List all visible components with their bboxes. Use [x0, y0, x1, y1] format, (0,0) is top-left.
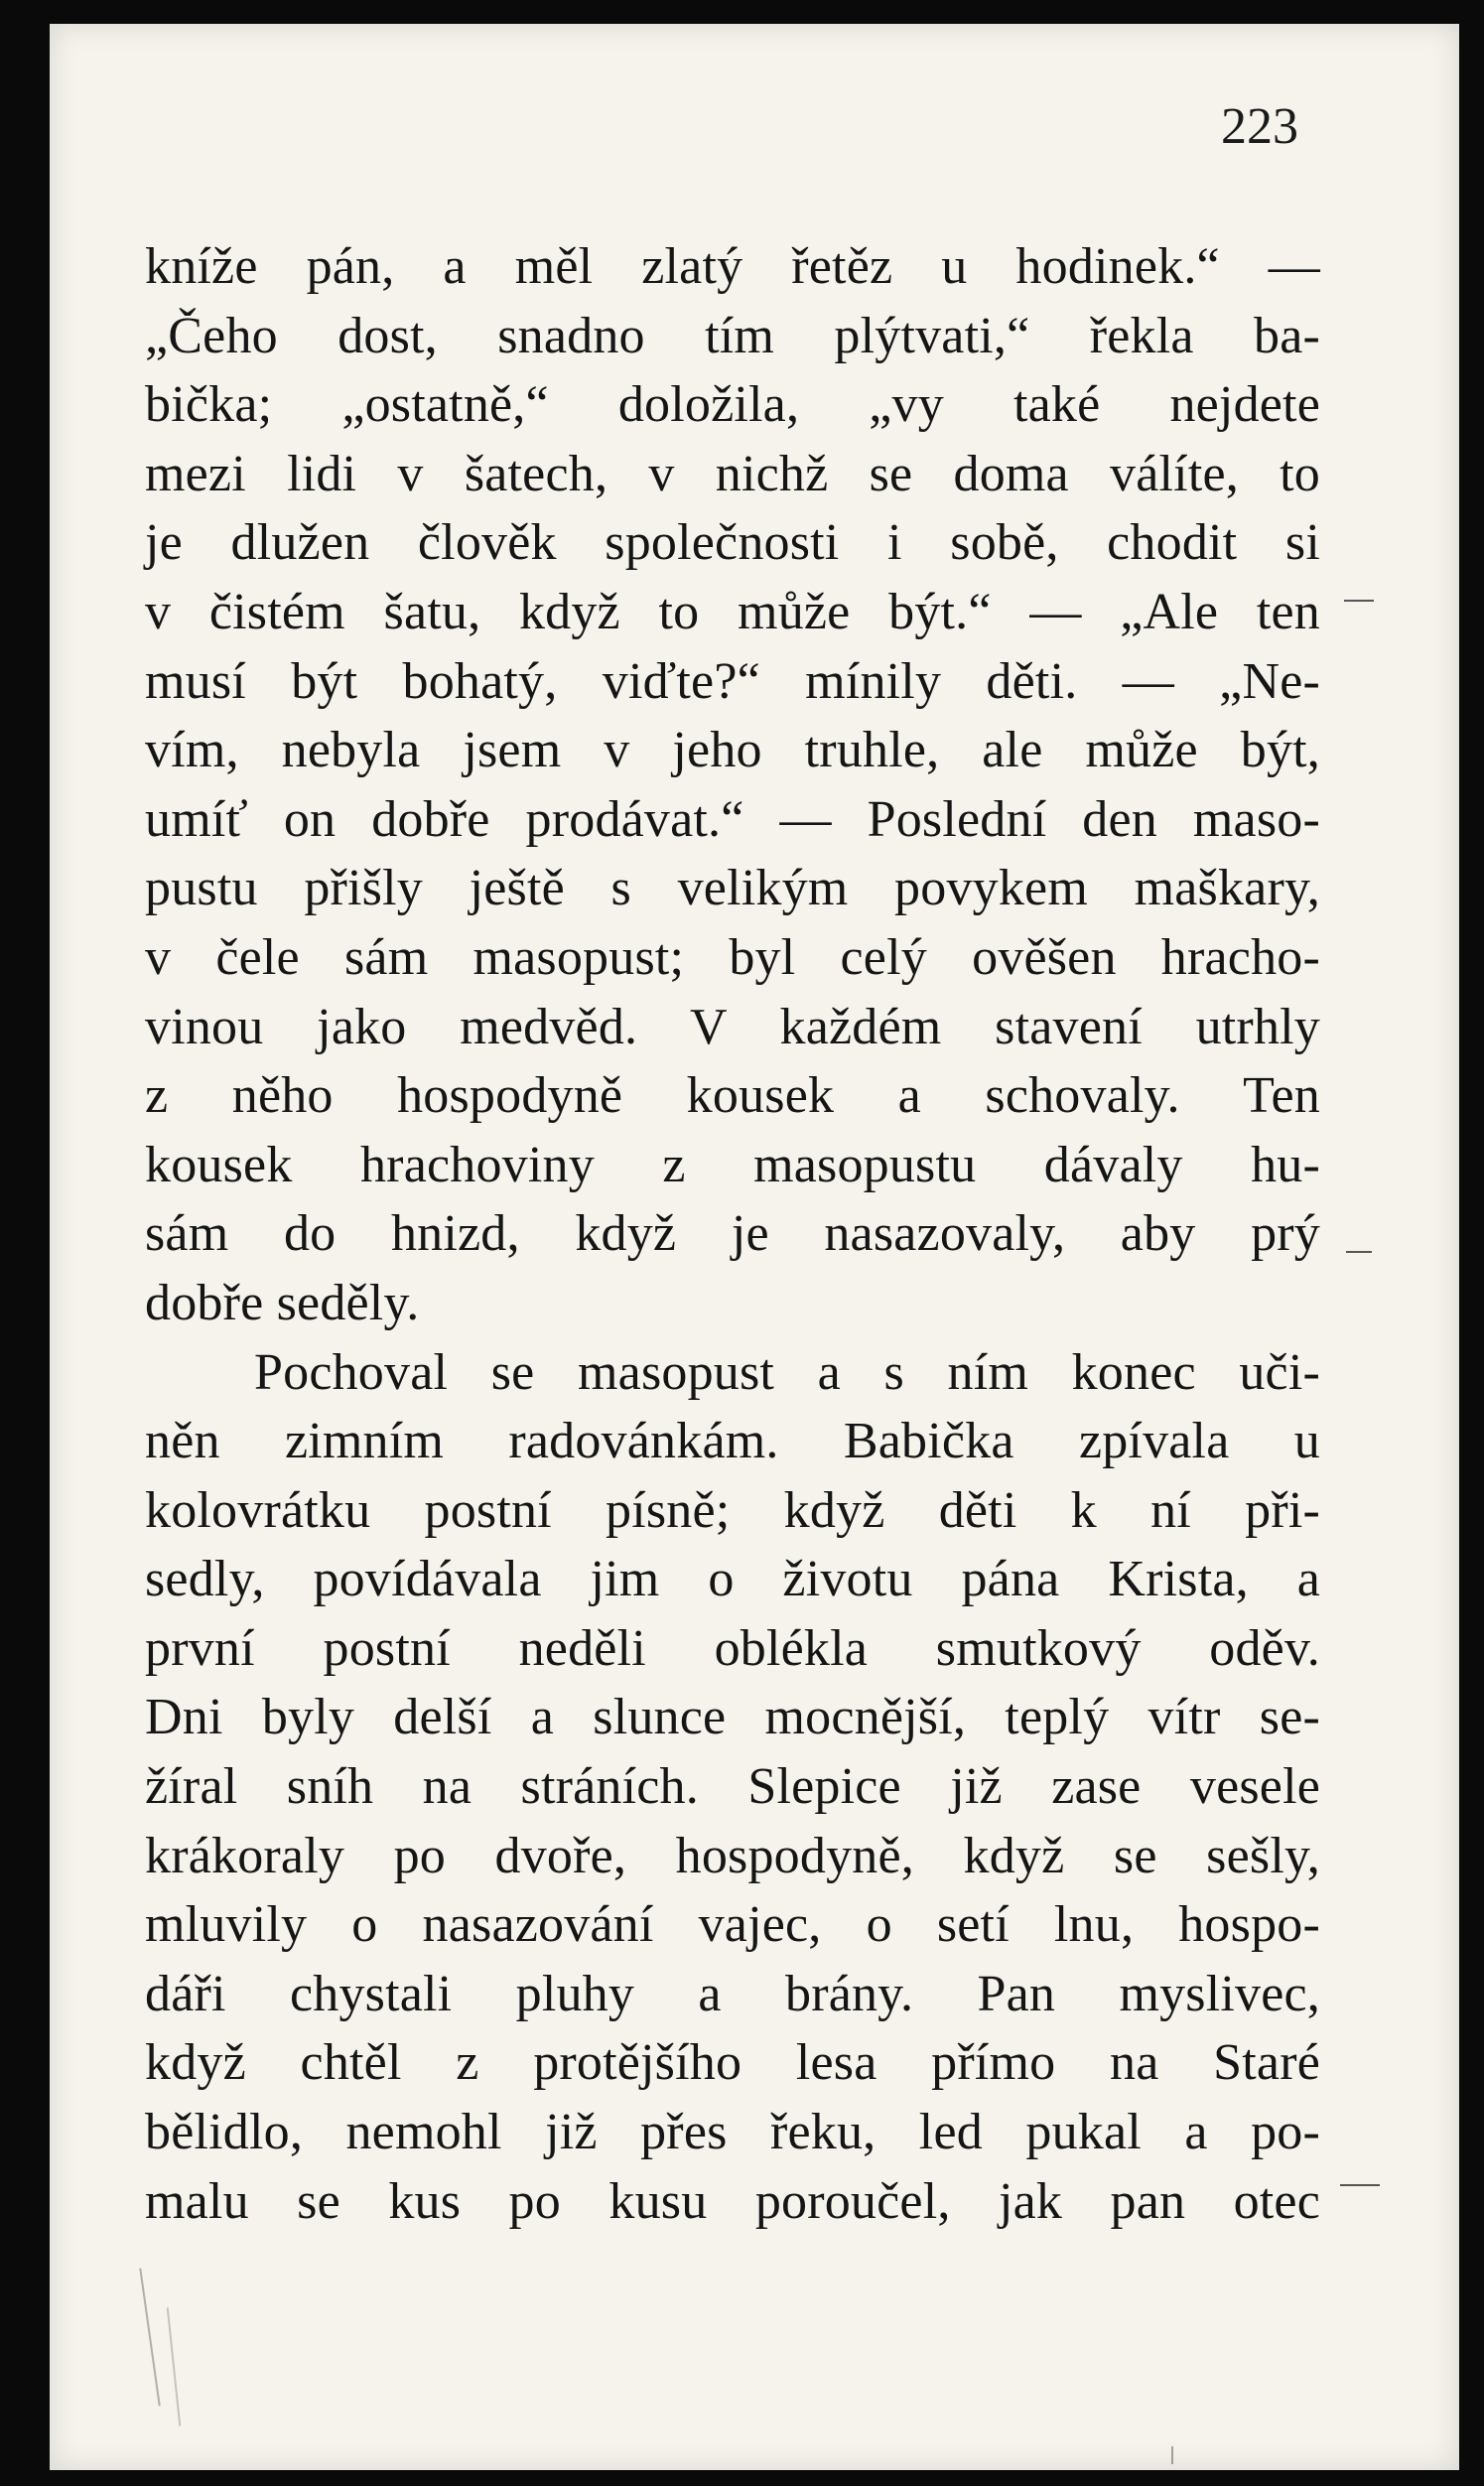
text-line: je dlužen člověk společnosti i sobě, chodit si — [145, 514, 1320, 572]
text-line: bělidlo, nemohl již přes řeku, led pukal a po- — [145, 2104, 1320, 2161]
book-page — [50, 24, 1459, 2470]
body-text — [145, 232, 1320, 2236]
text-line: musí být bohatý, viďte?“ mínily děti. — „Ne- — [145, 652, 1320, 710]
margin-mark — [1344, 600, 1374, 602]
text-line: malu se kus po kusu poroučel, jak pan otec — [145, 2172, 1320, 2230]
margin-mark — [1340, 2184, 1380, 2186]
scan-artifact — [1171, 2446, 1173, 2464]
paragraph-first-line: Pochoval se masopust a s ním konec uči- — [254, 1343, 1320, 1401]
text-line: bička; „ostatně,“ doložila, „vy také nejdete — [145, 376, 1320, 434]
text-line: Dni byly delší a slunce mocnější, teplý vítr se- — [145, 1689, 1320, 1746]
page-number: 223 — [1221, 98, 1298, 155]
scan-artifact — [167, 2307, 182, 2426]
text-line: vinou jako medvěd. V každém stavení utrhly — [145, 998, 1320, 1055]
text-line: „Čeho dost, snadno tím plýtvati,“ řekla ba- — [145, 307, 1320, 364]
text-line: žíral sníh na stráních. Slepice již zase vesele — [145, 1758, 1320, 1816]
text-line: vím, nebyla jsem v jeho truhle, ale může být, — [145, 722, 1320, 779]
text-line: mluvily o nasazování vajec, o setí lnu, hospo- — [145, 1896, 1320, 1954]
text-line: mezi lidi v šatech, v nichž se doma válíte, to — [145, 445, 1320, 502]
text-line: umíť on dobře prodávat.“ — Poslední den maso- — [145, 790, 1320, 848]
text-line: sedly, povídávala jim o životu pána Krista, a — [145, 1551, 1320, 1608]
text-line: dáři chystali pluhy a brány. Pan myslivec, — [145, 1965, 1320, 2022]
text-line: když chtěl z protějšího lesa přímo na Staré — [145, 2034, 1320, 2092]
text-line: v čele sám masopust; byl celý ověšen hracho- — [145, 928, 1320, 986]
text-line: kníže pán, a měl zlatý řetěz u hodinek.“ — — [145, 238, 1320, 295]
text-line: krákoraly po dvoře, hospodyně, když se sešly, — [145, 1827, 1320, 1884]
text-line: něn zimním radovánkám. Babička zpívala u — [145, 1413, 1320, 1470]
text-line: první postní neděli oblékla smutkový oděv. — [145, 1619, 1320, 1677]
text-line: kolovrátku postní písně; když děti k ní při- — [145, 1481, 1320, 1539]
text-line: dobře seděly. — [145, 1274, 420, 1331]
text-line: z něho hospodyně kousek a schovaly. Ten — [145, 1067, 1320, 1125]
text-line: v čistém šatu, když to může být.“ — „Ale ten — [145, 583, 1320, 640]
margin-mark — [1346, 1251, 1372, 1253]
text-line: kousek hrachoviny z masopustu dávaly hu- — [145, 1136, 1320, 1193]
text-line: sám do hnizd, když je nasazovaly, aby prý — [145, 1205, 1320, 1263]
text-line: pustu přišly ještě s velikým povykem maškary, — [145, 860, 1320, 917]
scan-artifact — [139, 2269, 160, 2407]
